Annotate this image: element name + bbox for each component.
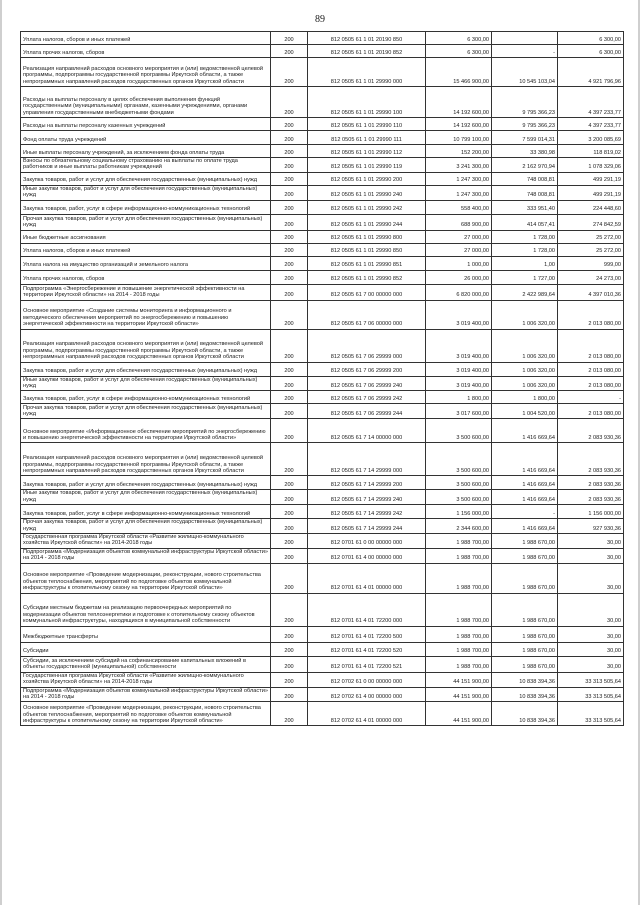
- table-row: [21, 519, 624, 534]
- unexecuted-amount-cell: 2 013 080,00: [558, 404, 624, 419]
- table-row: [21, 58, 624, 87]
- line-code-cell: 200: [271, 626, 308, 642]
- indicator-name-cell: Уплата налогов, сборов и иных платежей: [21, 32, 271, 45]
- unexecuted-amount-cell: 274 842,59: [558, 214, 624, 230]
- indicator-name-cell: Государственная программа Иркутской области «Развитие жилищно-коммунального хозяйства Иркутской области» на 2014-2018 годы: [21, 534, 271, 549]
- indicator-name-cell: Подпрограмма «Модернизация объектов коммунальной инфраструктуры Иркутской области» на 2014 - 2018 годы: [21, 687, 271, 702]
- indicator-name-cell: Иные закупки товаров, работ и услуг для обеспечения государственных (муниципальных) нужд: [21, 185, 271, 200]
- approved-amount-cell: 1 988 700,00: [426, 656, 492, 672]
- approved-amount-cell: 3 500 600,00: [426, 419, 492, 443]
- indicator-name-cell: Иные закупки товаров, работ и услуг для обеспечения государственных (муниципальных) нужд: [21, 490, 271, 505]
- indicator-name-cell: Закупка товаров, работ, услуг в сфере информационно-коммуникационных технологий: [21, 505, 271, 519]
- indicator-name-cell: Реализация направлений расходов основного мероприятия и (или) ведомственной целевой программы, подпрограммы государственной программы Иркутской области, а также непрограммных направлений расходов государственных органов Иркутской области: [21, 58, 271, 87]
- executed-amount-cell: 10 838 394,36: [492, 687, 558, 702]
- executed-amount-cell: 1 728,00: [492, 243, 558, 256]
- table-row: [21, 419, 624, 443]
- unexecuted-amount-cell: 6 300,00: [558, 45, 624, 58]
- classification-code-cell: 812 0505 61 1 01 29990 000: [308, 58, 426, 87]
- indicator-name-cell: Уплата налогов, сборов и иных платежей: [21, 243, 271, 256]
- classification-code-cell: 812 0505 61 1 01 29990 851: [308, 256, 426, 270]
- executed-amount-cell: 1 006 320,00: [492, 362, 558, 376]
- unexecuted-amount-cell: 30,00: [558, 626, 624, 642]
- unexecuted-amount-cell: 30,00: [558, 656, 624, 672]
- table-row: [21, 185, 624, 200]
- line-code-cell: 200: [271, 58, 308, 87]
- classification-code-cell: 812 0505 61 1 01 20190 852: [308, 45, 426, 58]
- classification-code-cell: 812 0505 61 1 01 29990 110: [308, 118, 426, 131]
- executed-amount-cell: 1 988 670,00: [492, 593, 558, 626]
- approved-amount-cell: 3 019 400,00: [426, 329, 492, 362]
- table-row: [21, 118, 624, 131]
- indicator-name-cell: Прочая закупка товаров, работ и услуг для обеспечения государственных (муниципальных) нужд: [21, 519, 271, 534]
- executed-amount-cell: 1 988 670,00: [492, 534, 558, 549]
- classification-code-cell: 812 0505 61 7 14 29999 240: [308, 490, 426, 505]
- classification-code-cell: 812 0702 61 4 01 00000 000: [308, 702, 426, 726]
- table-row: [21, 230, 624, 243]
- executed-amount-cell: 1 988 670,00: [492, 656, 558, 672]
- indicator-name-cell: Уплата прочих налогов, сборов: [21, 45, 271, 58]
- table-row: [21, 476, 624, 490]
- classification-code-cell: 812 0505 61 7 14 29999 242: [308, 505, 426, 519]
- table-row: [21, 362, 624, 376]
- approved-amount-cell: 3 500 600,00: [426, 490, 492, 505]
- approved-amount-cell: 1 156 000,00: [426, 505, 492, 519]
- line-code-cell: 200: [271, 476, 308, 490]
- indicator-name-cell: Реализация направлений расходов основного мероприятия и (или) ведомственной целевой программы, подпрограммы государственной программы Иркутской области, а также непрограммных направлений расходов государственных органов Иркутской области: [21, 443, 271, 476]
- line-code-cell: 200: [271, 656, 308, 672]
- table-row: [21, 534, 624, 549]
- approved-amount-cell: 1 988 700,00: [426, 534, 492, 549]
- unexecuted-amount-cell: 3 200 085,69: [558, 131, 624, 145]
- scan-left-edge: [0, 0, 2, 905]
- approved-amount-cell: 3 019 400,00: [426, 376, 492, 391]
- approved-amount-cell: 558 400,00: [426, 200, 492, 214]
- line-code-cell: 200: [271, 131, 308, 145]
- indicator-name-cell: Межбюджетные трансферты: [21, 626, 271, 642]
- approved-amount-cell: 6 300,00: [426, 45, 492, 58]
- line-code-cell: 200: [271, 185, 308, 200]
- indicator-name-cell: Подпрограмма «Модернизация объектов коммунальной инфраструктуры Иркутской области» на 2014 - 2018 годы: [21, 548, 271, 563]
- line-code-cell: 200: [271, 362, 308, 376]
- executed-amount-cell: 2 422 989,64: [492, 284, 558, 300]
- classification-code-cell: 812 0505 61 7 14 29999 000: [308, 443, 426, 476]
- indicator-name-cell: Уплата налога на имущество организаций и земельного налога: [21, 256, 271, 270]
- line-code-cell: 200: [271, 672, 308, 687]
- approved-amount-cell: 27 000,00: [426, 230, 492, 243]
- classification-code-cell: 812 0701 61 4 01 72200 500: [308, 626, 426, 642]
- line-code-cell: 200: [271, 300, 308, 329]
- executed-amount-cell: 1 988 670,00: [492, 642, 558, 656]
- table-body: [21, 32, 624, 726]
- classification-code-cell: 812 0505 61 1 01 29990 111: [308, 131, 426, 145]
- line-code-cell: 200: [271, 687, 308, 702]
- table-row: [21, 548, 624, 563]
- approved-amount-cell: 152 200,00: [426, 145, 492, 158]
- approved-amount-cell: 6 300,00: [426, 32, 492, 45]
- unexecuted-amount-cell: 33 313 505,64: [558, 702, 624, 726]
- line-code-cell: 200: [271, 87, 308, 118]
- line-code-cell: 200: [271, 419, 308, 443]
- executed-amount-cell: 1 728,00: [492, 230, 558, 243]
- executed-amount-cell: 1 988 670,00: [492, 548, 558, 563]
- line-code-cell: 200: [271, 270, 308, 284]
- unexecuted-amount-cell: 1 156 000,00: [558, 505, 624, 519]
- unexecuted-amount-cell: 33 313 505,64: [558, 687, 624, 702]
- unexecuted-amount-cell: 2 083 930,36: [558, 419, 624, 443]
- table-row: [21, 45, 624, 58]
- line-code-cell: 200: [271, 505, 308, 519]
- classification-code-cell: 812 0505 61 1 01 29990 852: [308, 270, 426, 284]
- unexecuted-amount-cell: 25 272,00: [558, 230, 624, 243]
- unexecuted-amount-cell: 30,00: [558, 548, 624, 563]
- executed-amount-cell: 414 057,41: [492, 214, 558, 230]
- unexecuted-amount-cell: 2 083 930,36: [558, 443, 624, 476]
- indicator-name-cell: Субсидии, за исключением субсидий на софинансирование капитальных вложений в объекты государственной (муниципальной) собственности: [21, 656, 271, 672]
- executed-amount-cell: 333 951,40: [492, 200, 558, 214]
- indicator-name-cell: Взносы по обязательному социальному страхованию на выплаты по оплате труда работников и иные выплаты работникам учреждений: [21, 158, 271, 173]
- indicator-name-cell: Закупка товаров, работ, услуг в сфере информационно-коммуникационных технологий: [21, 391, 271, 404]
- line-code-cell: 200: [271, 200, 308, 214]
- executed-amount-cell: 1 416 669,64: [492, 490, 558, 505]
- approved-amount-cell: 14 192 600,00: [426, 87, 492, 118]
- line-code-cell: 200: [271, 145, 308, 158]
- table-row: [21, 87, 624, 118]
- indicator-name-cell: Иные бюджетные ассигнования: [21, 230, 271, 243]
- line-code-cell: 200: [271, 118, 308, 131]
- table-row: [21, 131, 624, 145]
- table-row: [21, 172, 624, 185]
- table-row: [21, 200, 624, 214]
- line-code-cell: 200: [271, 32, 308, 45]
- unexecuted-amount-cell: 2 013 080,00: [558, 300, 624, 329]
- unexecuted-amount-cell: 6 300,00: [558, 32, 624, 45]
- table-row: [21, 32, 624, 45]
- approved-amount-cell: 44 151 900,00: [426, 702, 492, 726]
- indicator-name-cell: Основное мероприятие «Проведение модернизации, реконструкции, нового строительства объектов теплоснабжения, мероприятий по подготовке объектов коммунальной инфраструктуры к отопительному сезону на территории Иркутской области»: [21, 563, 271, 593]
- indicator-name-cell: Реализация направлений расходов основного мероприятия и (или) ведомственной целевой программы, подпрограммы государственной программы Иркутской области, а также непрограммных направлений расходов государственных органов Иркутской области: [21, 329, 271, 362]
- indicator-name-cell: Субсидии местным бюджетам на реализацию первоочередных мероприятий по модернизации объектов теплоэнергетики и подготовке к отопительному сезону объектов коммунальной инфраструктуры, находящихся в муниципальной собственности: [21, 593, 271, 626]
- approved-amount-cell: 3 241 300,00: [426, 158, 492, 173]
- table-row: [21, 391, 624, 404]
- classification-code-cell: 812 0701 61 4 01 72200 521: [308, 656, 426, 672]
- line-code-cell: 200: [271, 256, 308, 270]
- approved-amount-cell: 3 500 600,00: [426, 476, 492, 490]
- unexecuted-amount-cell: 927 930,36: [558, 519, 624, 534]
- approved-amount-cell: 15 466 900,00: [426, 58, 492, 87]
- unexecuted-amount-cell: 4 397 233,77: [558, 87, 624, 118]
- indicator-name-cell: Иные выплаты персоналу учреждений, за исключением фонда оплаты труда: [21, 145, 271, 158]
- classification-code-cell: 812 0505 61 1 01 29990 850: [308, 243, 426, 256]
- table-row: [21, 505, 624, 519]
- approved-amount-cell: 1 247 300,00: [426, 172, 492, 185]
- table-row: [21, 593, 624, 626]
- executed-amount-cell: 1 800,00: [492, 391, 558, 404]
- unexecuted-amount-cell: 30,00: [558, 563, 624, 593]
- unexecuted-amount-cell: 2 013 080,00: [558, 329, 624, 362]
- indicator-name-cell: Государственная программа Иркутской области «Развитие жилищно-коммунального хозяйства Иркутской области» на 2014-2018 годы: [21, 672, 271, 687]
- executed-amount-cell: 1 416 669,64: [492, 476, 558, 490]
- executed-amount-cell: 1 004 520,00: [492, 404, 558, 419]
- classification-code-cell: 812 0505 61 7 14 29999 200: [308, 476, 426, 490]
- unexecuted-amount-cell: 499 291,19: [558, 185, 624, 200]
- unexecuted-amount-cell: 30,00: [558, 593, 624, 626]
- executed-amount-cell: 1 416 669,64: [492, 519, 558, 534]
- approved-amount-cell: 14 192 600,00: [426, 118, 492, 131]
- table-row: [21, 284, 624, 300]
- classification-code-cell: 812 0505 61 7 06 29999 200: [308, 362, 426, 376]
- table-row: [21, 300, 624, 329]
- approved-amount-cell: 3 019 400,00: [426, 300, 492, 329]
- unexecuted-amount-cell: 499 291,19: [558, 172, 624, 185]
- classification-code-cell: 812 0505 61 1 01 29990 800: [308, 230, 426, 243]
- line-code-cell: 200: [271, 243, 308, 256]
- indicator-name-cell: Подпрограмма «Энергосбережение и повышение энергетической эффективности на территории Иркутской области» на 2014 - 2018 годы: [21, 284, 271, 300]
- executed-amount-cell: 1 988 670,00: [492, 626, 558, 642]
- classification-code-cell: 812 0505 61 7 06 29999 240: [308, 376, 426, 391]
- executed-amount-cell: -: [492, 505, 558, 519]
- executed-amount-cell: 1 416 669,64: [492, 419, 558, 443]
- indicator-name-cell: Прочая закупка товаров, работ и услуг для обеспечения государственных (муниципальных) нужд: [21, 404, 271, 419]
- classification-code-cell: 812 0505 61 1 01 29990 112: [308, 145, 426, 158]
- executed-amount-cell: 9 795 366,23: [492, 118, 558, 131]
- executed-amount-cell: 748 008,81: [492, 185, 558, 200]
- line-code-cell: 200: [271, 284, 308, 300]
- line-code-cell: 200: [271, 702, 308, 726]
- classification-code-cell: 812 0505 61 7 06 29999 242: [308, 391, 426, 404]
- line-code-cell: 200: [271, 563, 308, 593]
- approved-amount-cell: 1 988 700,00: [426, 593, 492, 626]
- table-row: [21, 490, 624, 505]
- indicator-name-cell: Фонд оплаты труда учреждений: [21, 131, 271, 145]
- indicator-name-cell: Основное мероприятие «Проведение модернизации, реконструкции, нового строительства объектов теплоснабжения, мероприятий по подготовке объектов коммунальной инфраструктуры к отопительному сезону на территории Иркутской области»: [21, 702, 271, 726]
- budget-execution-table: [20, 31, 624, 726]
- indicator-name-cell: Уплата прочих налогов, сборов: [21, 270, 271, 284]
- classification-code-cell: 812 0505 61 1 01 29990 100: [308, 87, 426, 118]
- indicator-name-cell: Основное мероприятие «Информационное обеспечение мероприятий по энергосбережению и повышению энергетической эффективности на территории Иркутской области»: [21, 419, 271, 443]
- table-row: [21, 672, 624, 687]
- unexecuted-amount-cell: 224 448,60: [558, 200, 624, 214]
- classification-code-cell: 812 0701 61 4 01 00000 000: [308, 563, 426, 593]
- unexecuted-amount-cell: 118 819,02: [558, 145, 624, 158]
- table-row: [21, 656, 624, 672]
- classification-code-cell: 812 0505 61 1 01 29990 242: [308, 200, 426, 214]
- classification-code-cell: 812 0505 61 7 06 00000 000: [308, 300, 426, 329]
- line-code-cell: 200: [271, 172, 308, 185]
- line-code-cell: 200: [271, 443, 308, 476]
- classification-code-cell: 812 0701 61 0 00 00000 000: [308, 534, 426, 549]
- executed-amount-cell: 2 162 970,94: [492, 158, 558, 173]
- page-number: 89: [315, 14, 325, 25]
- approved-amount-cell: 3 500 600,00: [426, 443, 492, 476]
- indicator-name-cell: Закупка товаров, работ и услуг для обеспечения государственных (муниципальных) нужд: [21, 362, 271, 376]
- line-code-cell: 200: [271, 404, 308, 419]
- approved-amount-cell: 688 900,00: [426, 214, 492, 230]
- executed-amount-cell: 1 006 320,00: [492, 376, 558, 391]
- line-code-cell: 200: [271, 534, 308, 549]
- indicator-name-cell: Основное мероприятие «Создание системы мониторинга и информационного и методического обеспечения мероприятий по энергосбережению и повышению энергетической эффективности на территории Иркутской области»: [21, 300, 271, 329]
- approved-amount-cell: 1 988 700,00: [426, 626, 492, 642]
- line-code-cell: 200: [271, 376, 308, 391]
- line-code-cell: 200: [271, 214, 308, 230]
- unexecuted-amount-cell: 2 013 080,00: [558, 376, 624, 391]
- executed-amount-cell: 7 599 014,31: [492, 131, 558, 145]
- table-row: [21, 256, 624, 270]
- table-row: [21, 158, 624, 173]
- classification-code-cell: 812 0505 61 7 06 29999 000: [308, 329, 426, 362]
- line-code-cell: 200: [271, 490, 308, 505]
- classification-code-cell: 812 0702 61 4 00 00000 000: [308, 687, 426, 702]
- line-code-cell: 200: [271, 230, 308, 243]
- approved-amount-cell: 1 988 700,00: [426, 548, 492, 563]
- classification-code-cell: 812 0505 61 7 00 00000 000: [308, 284, 426, 300]
- unexecuted-amount-cell: 4 921 796,96: [558, 58, 624, 87]
- approved-amount-cell: 1 800,00: [426, 391, 492, 404]
- line-code-cell: 200: [271, 548, 308, 563]
- table-row: [21, 214, 624, 230]
- table-row: [21, 563, 624, 593]
- classification-code-cell: 812 0505 61 1 01 29990 240: [308, 185, 426, 200]
- approved-amount-cell: 1 000,00: [426, 256, 492, 270]
- classification-code-cell: 812 0701 61 4 01 72200 520: [308, 642, 426, 656]
- unexecuted-amount-cell: 2 083 930,36: [558, 490, 624, 505]
- classification-code-cell: 812 0702 61 0 00 00000 000: [308, 672, 426, 687]
- table-row: [21, 687, 624, 702]
- executed-amount-cell: 1 727,00: [492, 270, 558, 284]
- unexecuted-amount-cell: 30,00: [558, 642, 624, 656]
- unexecuted-amount-cell: 999,00: [558, 256, 624, 270]
- approved-amount-cell: 1 988 700,00: [426, 563, 492, 593]
- classification-code-cell: 812 0505 61 7 14 29999 244: [308, 519, 426, 534]
- unexecuted-amount-cell: -: [558, 391, 624, 404]
- indicator-name-cell: Закупка товаров, работ и услуг для обеспечения государственных (муниципальных) нужд: [21, 476, 271, 490]
- unexecuted-amount-cell: 2 083 930,36: [558, 476, 624, 490]
- executed-amount-cell: 10 545 103,04: [492, 58, 558, 87]
- classification-code-cell: 812 0505 61 7 06 29999 244: [308, 404, 426, 419]
- table-row: [21, 329, 624, 362]
- table-row: [21, 145, 624, 158]
- executed-amount-cell: 748 008,81: [492, 172, 558, 185]
- classification-code-cell: 812 0701 61 4 00 00000 000: [308, 548, 426, 563]
- line-code-cell: 200: [271, 391, 308, 404]
- line-code-cell: 200: [271, 593, 308, 626]
- approved-amount-cell: 1 247 300,00: [426, 185, 492, 200]
- approved-amount-cell: 2 344 600,00: [426, 519, 492, 534]
- executed-amount-cell: 10 838 394,36: [492, 672, 558, 687]
- classification-code-cell: 812 0701 61 4 01 72200 000: [308, 593, 426, 626]
- executed-amount-cell: [492, 32, 558, 45]
- indicator-name-cell: Расходы на выплаты персоналу казенных учреждений: [21, 118, 271, 131]
- line-code-cell: 200: [271, 329, 308, 362]
- indicator-name-cell: Прочая закупка товаров, работ и услуг для обеспечения государственных (муниципальных) нужд: [21, 214, 271, 230]
- indicator-name-cell: Закупка товаров, работ, услуг в сфере информационно-коммуникационных технологий: [21, 200, 271, 214]
- executed-amount-cell: 1 988 670,00: [492, 563, 558, 593]
- line-code-cell: 200: [271, 158, 308, 173]
- unexecuted-amount-cell: 1 078 329,06: [558, 158, 624, 173]
- indicator-name-cell: Иные закупки товаров, работ и услуг для обеспечения государственных (муниципальных) нужд: [21, 376, 271, 391]
- unexecuted-amount-cell: 24 273,00: [558, 270, 624, 284]
- line-code-cell: 200: [271, 45, 308, 58]
- line-code-cell: 200: [271, 642, 308, 656]
- approved-amount-cell: 10 799 100,00: [426, 131, 492, 145]
- classification-code-cell: 812 0505 61 7 14 00000 000: [308, 419, 426, 443]
- indicator-name-cell: Закупка товаров, работ и услуг для обеспечения государственных (муниципальных) нужд: [21, 172, 271, 185]
- classification-code-cell: 812 0505 61 1 01 29990 244: [308, 214, 426, 230]
- executed-amount-cell: 33 380,98: [492, 145, 558, 158]
- executed-amount-cell: 1 416 669,64: [492, 443, 558, 476]
- approved-amount-cell: 27 000,00: [426, 243, 492, 256]
- indicator-name-cell: Расходы на выплаты персоналу в целях обеспечения выполнения функций государственными (муниципальными) органами, казенными учреждениями, органами управления государственными внебюджетными фондами: [21, 87, 271, 118]
- table-row: [21, 243, 624, 256]
- table-row: [21, 626, 624, 642]
- approved-amount-cell: 44 151 900,00: [426, 672, 492, 687]
- unexecuted-amount-cell: 33 313 505,64: [558, 672, 624, 687]
- line-code-cell: 200: [271, 519, 308, 534]
- approved-amount-cell: 26 000,00: [426, 270, 492, 284]
- unexecuted-amount-cell: 4 397 233,77: [558, 118, 624, 131]
- unexecuted-amount-cell: 4 397 010,36: [558, 284, 624, 300]
- table-row: [21, 642, 624, 656]
- classification-code-cell: 812 0505 61 1 01 29990 200: [308, 172, 426, 185]
- classification-code-cell: 812 0505 61 1 01 20190 850: [308, 32, 426, 45]
- table-row: [21, 376, 624, 391]
- executed-amount-cell: 1 006 320,00: [492, 300, 558, 329]
- executed-amount-cell: 1,00: [492, 256, 558, 270]
- table-row: [21, 443, 624, 476]
- approved-amount-cell: 3 017 600,00: [426, 404, 492, 419]
- executed-amount-cell: 1 006 320,00: [492, 329, 558, 362]
- executed-amount-cell: 9 795 366,23: [492, 87, 558, 118]
- indicator-name-cell: Субсидии: [21, 642, 271, 656]
- table-row: [21, 702, 624, 726]
- unexecuted-amount-cell: 30,00: [558, 534, 624, 549]
- classification-code-cell: 812 0505 61 1 01 29990 119: [308, 158, 426, 173]
- executed-amount-cell: 10 838 394,36: [492, 702, 558, 726]
- table-row: [21, 270, 624, 284]
- approved-amount-cell: 3 019 400,00: [426, 362, 492, 376]
- approved-amount-cell: 6 820 000,00: [426, 284, 492, 300]
- unexecuted-amount-cell: 2 013 080,00: [558, 362, 624, 376]
- approved-amount-cell: 1 988 700,00: [426, 642, 492, 656]
- approved-amount-cell: 44 151 900,00: [426, 687, 492, 702]
- unexecuted-amount-cell: 25 272,00: [558, 243, 624, 256]
- executed-amount-cell: -: [492, 45, 558, 58]
- table-row: [21, 404, 624, 419]
